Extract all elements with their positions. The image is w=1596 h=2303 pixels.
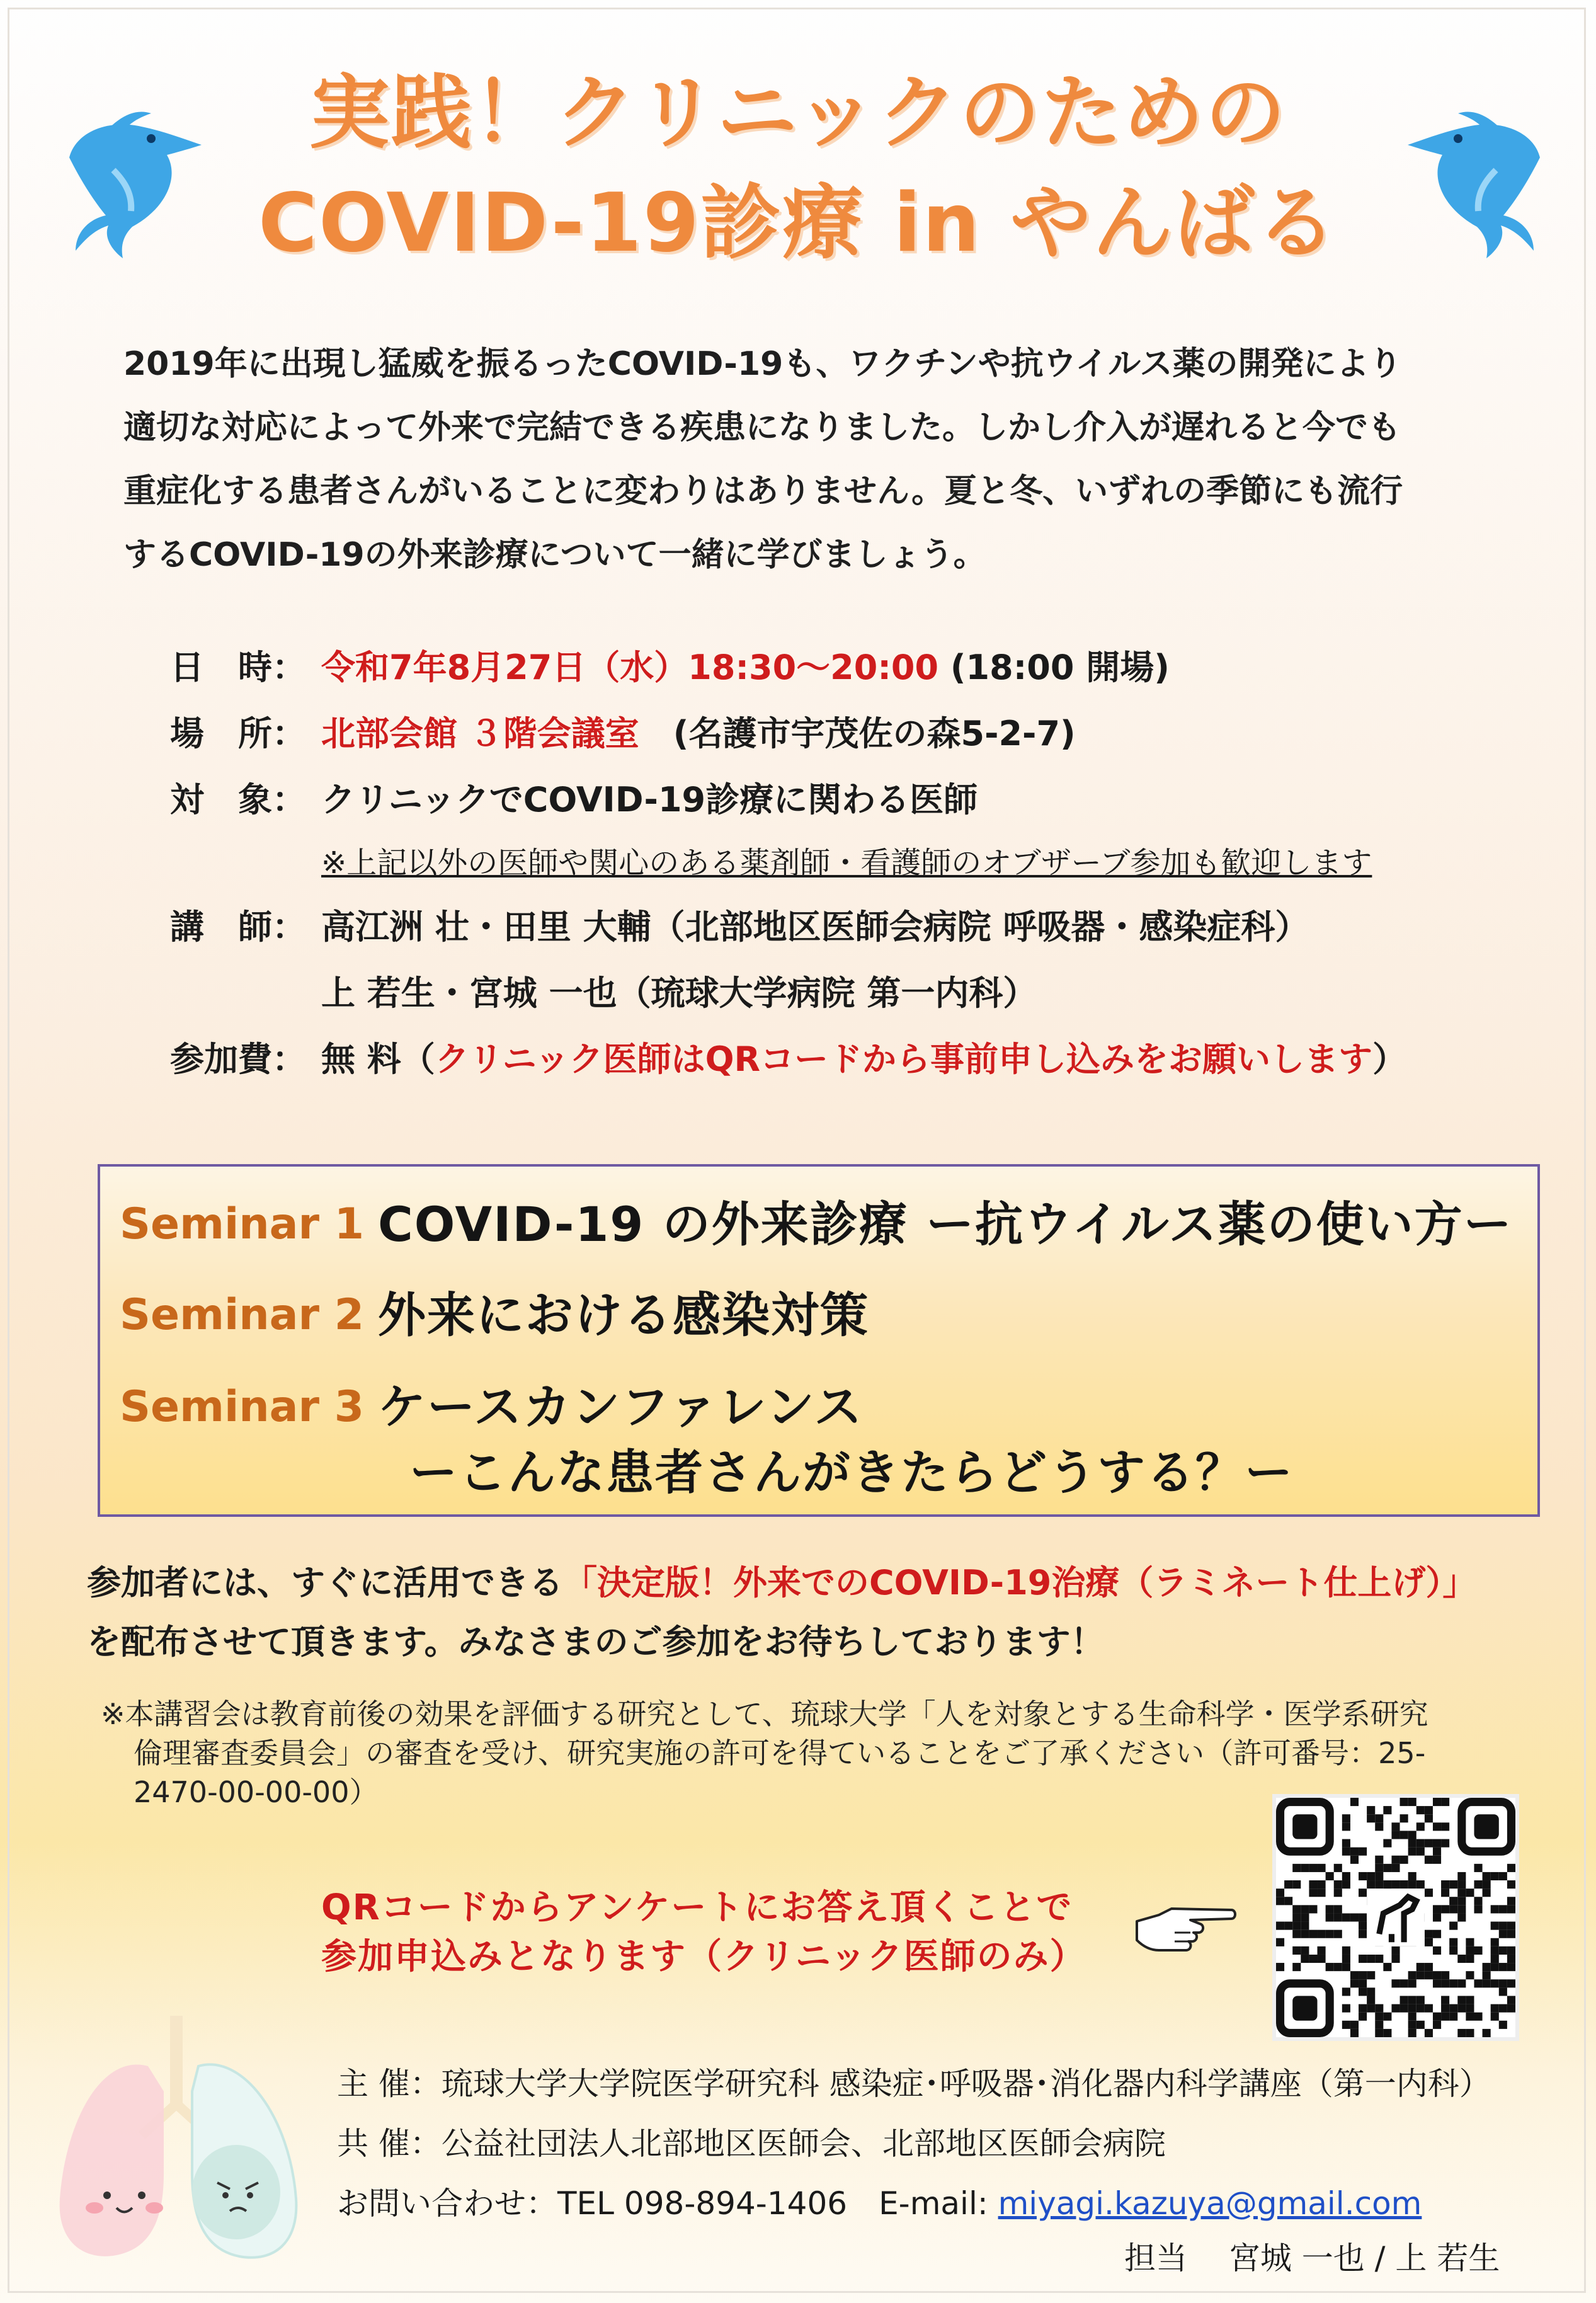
lecturer-line1: 高江洲 壮・田里 大輔（北部地区医師会病院 呼吸器・感染症科） [321, 907, 1309, 947]
qr-message [321, 1883, 1086, 1982]
co-organizer: 共 催：公益社団法人北部地区医師会、北部地区医師会病院 [337, 2125, 1166, 2162]
lecturer-label: 講 師： [170, 907, 306, 947]
fee-close: ） [1372, 1039, 1407, 1079]
inquiry-text: お問い合わせ：TEL 098-894-1406 E-mail: [337, 2185, 998, 2222]
fee-note: クリニック医師はQRコードから事前申し込みをお願いします [435, 1039, 1373, 1079]
distribution-highlight: 「決定版！外来でのCOVID-19治療（ラミネート仕上げ）」 [563, 1563, 1477, 1603]
intro-paragraph [123, 333, 1503, 587]
datetime-row [170, 643, 1556, 693]
datetime-label: 日 時： [170, 648, 306, 687]
research-note-line: 倫理審査委員会」の審査を受け、研究実施の許可を得ていることをご了承ください（許可番号：25- [134, 1736, 1426, 1770]
distribution-line1 [87, 1553, 1536, 1613]
seminar-1-title: COVID-19 の外来診療 ー抗ウイルス薬の使い方ー [378, 1196, 1513, 1252]
fee-row [170, 1034, 1556, 1085]
lecturer-line2: 上 若生・宮城 一也（琉球大学病院 第一内科） [321, 973, 1037, 1013]
intro-line: するCOVID-19の外来診療について一緒に学びましょう。 [123, 536, 986, 574]
distribution-line2: を配布させて頂きます。みなさまのご参加をお待ちしております！ [87, 1622, 1105, 1662]
place-row [170, 709, 1556, 759]
fee-value: 無 料（ [321, 1039, 435, 1079]
place-value: 北部会館 ３階会議室 [321, 714, 639, 753]
place-label: 場 所： [170, 714, 306, 753]
qr-code[interactable] [1272, 1794, 1519, 2041]
lungs-illustration [47, 2016, 312, 2280]
inquiry-row [337, 2173, 1422, 2234]
datetime-extra: (18:00 開場) [938, 648, 1170, 687]
qr-message-line: QRコードからアンケートにお答え頂くことで [321, 1887, 1073, 1928]
target-row [170, 775, 1556, 825]
qr-pattern [1276, 1798, 1515, 2037]
email-link[interactable]: miyagi.kazuya@gmail.com [998, 2185, 1422, 2222]
seminar-3-label: Seminar 3 [120, 1382, 365, 1432]
place-extra: (名護市宇茂佐の森5-2-7) [639, 714, 1076, 753]
page-subtitle: COVID-19診療 in やんばる [258, 176, 1338, 270]
seminar-1-label: Seminar 1 [120, 1199, 365, 1249]
fee-label: 参加費： [170, 1039, 306, 1079]
distribution-prefix: 参加者には、すぐに活用できる [87, 1563, 563, 1603]
target-label: 対 象： [170, 780, 306, 820]
organizer: 主 催：琉球大学大学院医学研究科 感染症･呼吸器･消化器内科学講座（第一内科） [337, 2066, 1491, 2102]
intro-line: 2019年に出現し猛威を振るったCOVID-19も、ワクチンや抗ウイルス薬の開発により [123, 345, 1402, 383]
staff-names: 担当 宮城 一也 / 上 若生 [1124, 2240, 1500, 2277]
seminar-3-title: ケースカンファレンス [378, 1379, 864, 1435]
lecturer-row [170, 902, 1556, 952]
research-note-line: ※本講習会は教育前後の効果を評価する研究として、琉球大学「人を対象とする生命科学・医学系研究 [101, 1697, 1428, 1731]
qr-message-line: 参加申込みとなります（クリニック医師のみ） [321, 1936, 1086, 1977]
seminar-2-label: Seminar 2 [120, 1290, 365, 1340]
target-note: ※上記以外の医師や関心のある薬剤師・看護師のオブザーブ参加も歓迎します [321, 845, 1372, 881]
datetime-value: 令和7年8月27日（水）18:30～20:00 [321, 648, 939, 687]
intro-line: 重症化する患者さんがいることに変わりはありません。夏と冬、いずれの季節にも流行 [123, 472, 1403, 510]
seminar-3-subtitle: ーこんな患者さんがきたらどうする？ー [409, 1444, 1294, 1500]
page-title: 実践！クリニックのための [309, 66, 1287, 160]
seminar-2-title: 外来における感染対策 [378, 1287, 869, 1343]
research-note-line: 2470-00-00-00） [134, 1775, 379, 1809]
pointing-hand-icon [1131, 1896, 1238, 1965]
target-value: クリニックでCOVID-19診療に関わる医師 [321, 780, 978, 820]
intro-line: 適切な対応によって外来で完結できる疾患になりました。しかし介入が遅れると今でも [123, 409, 1401, 447]
